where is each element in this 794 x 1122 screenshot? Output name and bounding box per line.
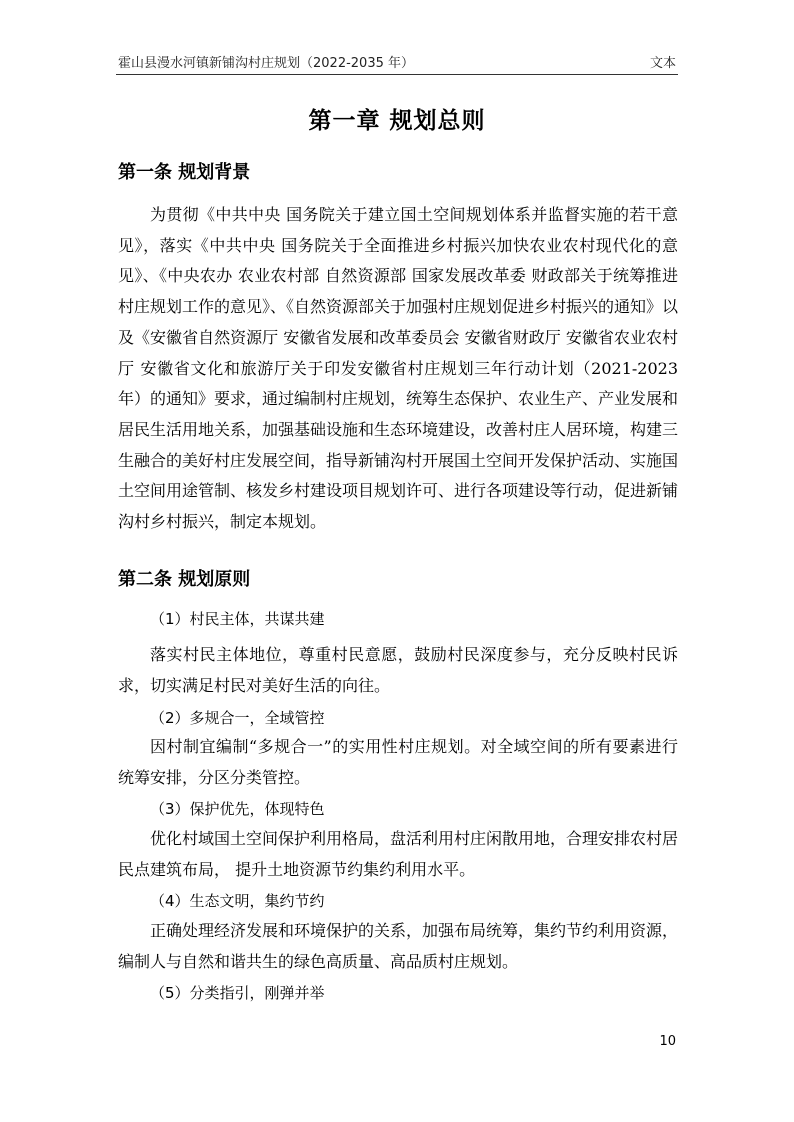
principle-3-text: 优化村域国土空间保护利用格局，盘活利用村庄闲散用地，合理安排农村居民点建筑布局， 提升土地资源节约集约利用水平。: [118, 829, 679, 879]
principle-2-text: 因村制宜编制“多规合一”的实用性村庄规划。对全域空间的所有要素进行统筹安排，分区分类管控。: [118, 737, 678, 787]
principle-1-text: 落实村民主体地位，尊重村民意愿，鼓励村民深度参与，充分反映村民诉求，切实满足村民对美好生活的向往。: [118, 645, 678, 695]
chapter-title: 第一章 规划总则: [308, 108, 486, 134]
page-number: 10: [659, 1034, 676, 1049]
article-2-title: 第二条 规划原则: [118, 569, 251, 590]
principle-3-heading: （3）保护优先，体现特色: [150, 800, 325, 818]
principle-1-heading: （1）村民主体，共谋共建: [150, 610, 325, 628]
principle-2-heading: （2）多规合一，全域管控: [150, 709, 325, 727]
header-document-type: 文本: [649, 56, 676, 71]
article-1-paragraph: 为贯彻《中共中央 国务院关于建立国土空间规划体系并监督实施的若干意见》，落实《中共中央 国务院关于全面推进乡村振兴加快农业农村现代化的意见》、《中央农办 农业农村部 自然资源部 国家发展改革委 财政部关于统筹推进村庄规划工作的意见》、《自然资源部关于加强村庄规划促进乡村振兴的通知》以及《安徽省自然资源厅 安徽省发展和改革委员会 安徽省财政厅 安徽省农业农村厅 安徽省文化和旅游厅关于印发安徽省村庄规划三年行动计划（2021-2023年）的通知》要求，通过编制村庄规划，统筹生态保护、农业生产、产业发展和居民生活用地关系，加强基础设施和生态环境建设，改善村庄人居环境，构建三生融合的美好村庄发展空间，指导新铺沟村开展国土空间开发保护活动、实施国土空间用途管制、核发乡村建设项目规划许可、进行各项建设等行动，促进新铺沟村乡村振兴，制定本规划。: [118, 205, 679, 532]
principle-4-heading: （4）生态文明，集约节约: [150, 892, 325, 910]
header-document-title: 霍山县漫水河镇新铺沟村庄规划（2022-2035 年）: [118, 56, 414, 71]
principle-4-text: 正确处理经济发展和环境保护的关系，加强布局统筹，集约节约利用资源，编制人与自然和谐共生的绿色高质量、高品质村庄规划。: [118, 921, 679, 971]
principle-5-heading: （5）分类指引，刚弹并举: [150, 984, 325, 1002]
article-1-title: 第一条 规划背景: [118, 162, 251, 183]
header-divider: [116, 74, 678, 75]
